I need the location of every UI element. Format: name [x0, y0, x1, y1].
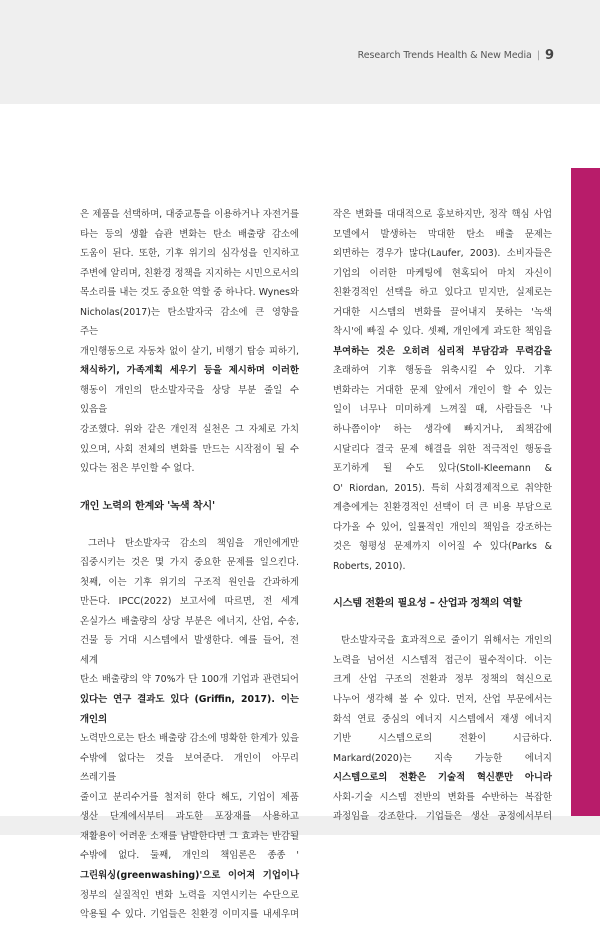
paragraph: O' Riordan, 2015). 특히 사회경제적으로 취약한: [333, 482, 552, 494]
paragraph: 과정임을 강조한다. 기업들은 생산 공정에서부터: [333, 811, 552, 823]
paragraph: 탄소발자국을 효과적으로 줄이기 위해서는 개인의: [341, 635, 552, 647]
right-column: [333, 205, 552, 827]
paragraph: 도움이 된다. 또한, 기후 위기의 심각성을 인지하고: [80, 248, 299, 260]
paragraph: 기업의 이러한 마케팅에 현혹되어 마치 자신이: [333, 267, 552, 279]
paragraph: 있다는 연구 결과도 있다 (Griffin, 2017). 이는 개인의: [80, 694, 299, 725]
journal-name: Research Trends Health & New Media: [357, 50, 532, 61]
paragraph: 목소리를 내는 것도 중요한 역할 중 하나다. Wynes와: [80, 287, 299, 299]
paragraph: 계층에게는 친환경적인 선택이 더 큰 비용 부담으로: [333, 502, 552, 514]
paragraph: 일이 너무나 미미하게 느껴질 때, 사람들은 '나: [333, 404, 552, 416]
paragraph: 기반 시스템으로의 전환이 시급하다.: [333, 733, 552, 745]
paragraph: 화석 연료 중심의 에너지 시스템에서 재생 에너지: [333, 713, 552, 725]
paragraph: 그린워싱(greenwashing)'으로 이어져 기업이나: [80, 869, 299, 881]
running-head: [358, 48, 554, 63]
paragraph: 모델에서 발생하는 막대한 탄소 배출 문제는: [333, 228, 552, 240]
paragraph: 악용될 수 있다. 기업들은 친환경 이미지를 내세우며: [80, 909, 299, 921]
paragraph: 시스템으로의 전환은 기술적 혁신뿐만 아니라: [333, 772, 552, 784]
paragraph: 정부의 실질적인 변화 노력을 지연시키는 수단으로: [80, 889, 299, 901]
paragraph: 사회-기술 시스템 전반의 변화를 수반하는 복잡한: [333, 791, 552, 803]
paragraph: 건물 등 거대 시스템에서 발생한다. 예를 들어, 전 세계: [80, 635, 299, 666]
header-band: [0, 0, 600, 104]
paragraph: 부여하는 것은 오히려 심리적 부담감과 무력감을: [333, 345, 552, 357]
paragraph: 다가올 수 있어, 일률적인 개인의 책임을 강조하는: [333, 521, 552, 533]
paragraph: 만든다. IPCC(2022) 보고서에 따르면, 전 세계: [80, 596, 299, 608]
paragraph: 주변에 알리며, 친환경 정책을 지지하는 시민으로서의: [80, 267, 299, 279]
left-column: [80, 205, 299, 925]
paragraph: 초래하여 기후 행동을 위축시킬 수 있다. 기후: [333, 365, 552, 377]
paragraph: 행동이 개인의 탄소발자국을 상당 부분 줄일 수 있음을: [80, 384, 299, 416]
paragraph: 것은 형평성 문제까지 이어질 수 있다(Parks &: [333, 541, 552, 553]
paragraph: 수밖에 없다는 것을 보여준다. 개인이 아무리 쓰레기를: [80, 752, 299, 784]
paragraph: 온실가스 배출량의 상당 부분은 에너지, 산업, 수송,: [80, 615, 299, 627]
paragraph: 나누어 생각해 볼 수 있다. 먼저, 산업 부문에서는: [333, 694, 552, 706]
paragraph: Nicholas(2017)는 탄소발자국 감소에 큰 영향을 주는: [80, 306, 299, 338]
paragraph: 노력을 넘어선 시스템적 접근이 필수적이다. 이는: [333, 654, 552, 666]
paragraph: 생산 단계에서부터 과도한 포장재를 사용하고: [80, 811, 299, 823]
paragraph: Markard(2020)는 지속 가능한 에너지: [333, 752, 552, 764]
paragraph: 개인행동으로 자동차 없이 살기, 비행기 탑승 피하기,: [80, 345, 299, 357]
paragraph: 은 제품을 선택하며, 대중교통을 이용하거나 자전거를 타는 등의 생활 습관 변화는 탄소 배출량 감소에: [80, 209, 299, 240]
paragraph: 작은 변화를 대대적으로 홍보하지만, 정작 핵심 사업: [333, 209, 552, 220]
page-number: 9: [545, 48, 554, 63]
section-heading: 개인 노력의 한계와 '녹색 착시': [80, 500, 215, 512]
paragraph: 포기하게 될 수도 있다(Stoll-Kleemann &: [333, 463, 552, 475]
paragraph: 줄이고 분리수거를 철저히 한다 해도, 기업이 제품: [80, 791, 299, 803]
paragraph: 하나쯤이야' 하는 생각에 빠지거나, 죄책감에: [333, 424, 552, 436]
paragraph: 변화라는 거대한 문제 앞에서 개인이 할 수 있는: [333, 384, 552, 396]
paragraph: 강조했다. 위와 같은 개인적 실천은 그 자체로 가치: [80, 424, 299, 436]
paragraph: 거대한 시스템의 변화를 끌어내지 못하는 '녹색: [333, 306, 552, 318]
paragraph: 재활용이 어려운 소재를 남발한다면 그 효과는 반감될: [80, 830, 299, 842]
paragraph: Roberts, 2010).: [333, 560, 406, 572]
paragraph: 집중시키는 것은 몇 가지 중요한 문제를 일으킨다.: [80, 557, 299, 569]
paragraph: 수밖에 없다. 둘째, 개인의 책임론은 종종 ': [80, 850, 299, 862]
paragraph: 탄소 배출량의 약 70%가 단 100개 기업과 관련되어: [80, 674, 299, 686]
paragraph: 있으며, 사회 전체의 변화를 만드는 시작점이 될 수: [80, 443, 299, 455]
side-accent-tab: [571, 168, 600, 816]
paragraph: 착시'에 빠질 수 있다. 셋째, 개인에게 과도한 책임을: [333, 326, 552, 338]
paragraph: 채식하기, 가족계획 세우기 등을 제시하며 이러한: [80, 365, 299, 377]
paragraph: 외면하는 경우가 많다(Laufer, 2003). 소비자들은: [333, 248, 552, 260]
section-heading: 시스템 전환의 필요성 – 산업과 정책의 역할: [333, 598, 522, 610]
paragraph: 있다는 점은 부인할 수 없다.: [80, 463, 195, 475]
paragraph: 그러나 탄소발자국 감소의 책임을 개인에게만: [88, 537, 299, 549]
paragraph: 친환경적인 선택을 하고 있다고 믿지만, 실제로는: [333, 287, 552, 299]
paragraph: 첫째, 이는 기후 위기의 구조적 원인을 간과하게: [80, 576, 299, 588]
paragraph: 시달리다 결국 문제 해결을 위한 적극적인 행동을: [333, 443, 552, 455]
header-separator: |: [536, 50, 541, 61]
paragraph: 노력만으로는 탄소 배출량 감소에 명확한 한계가 있을: [80, 733, 299, 745]
paragraph: 크게 산업 구조의 전환과 정부 정책의 혁신으로: [333, 674, 552, 686]
